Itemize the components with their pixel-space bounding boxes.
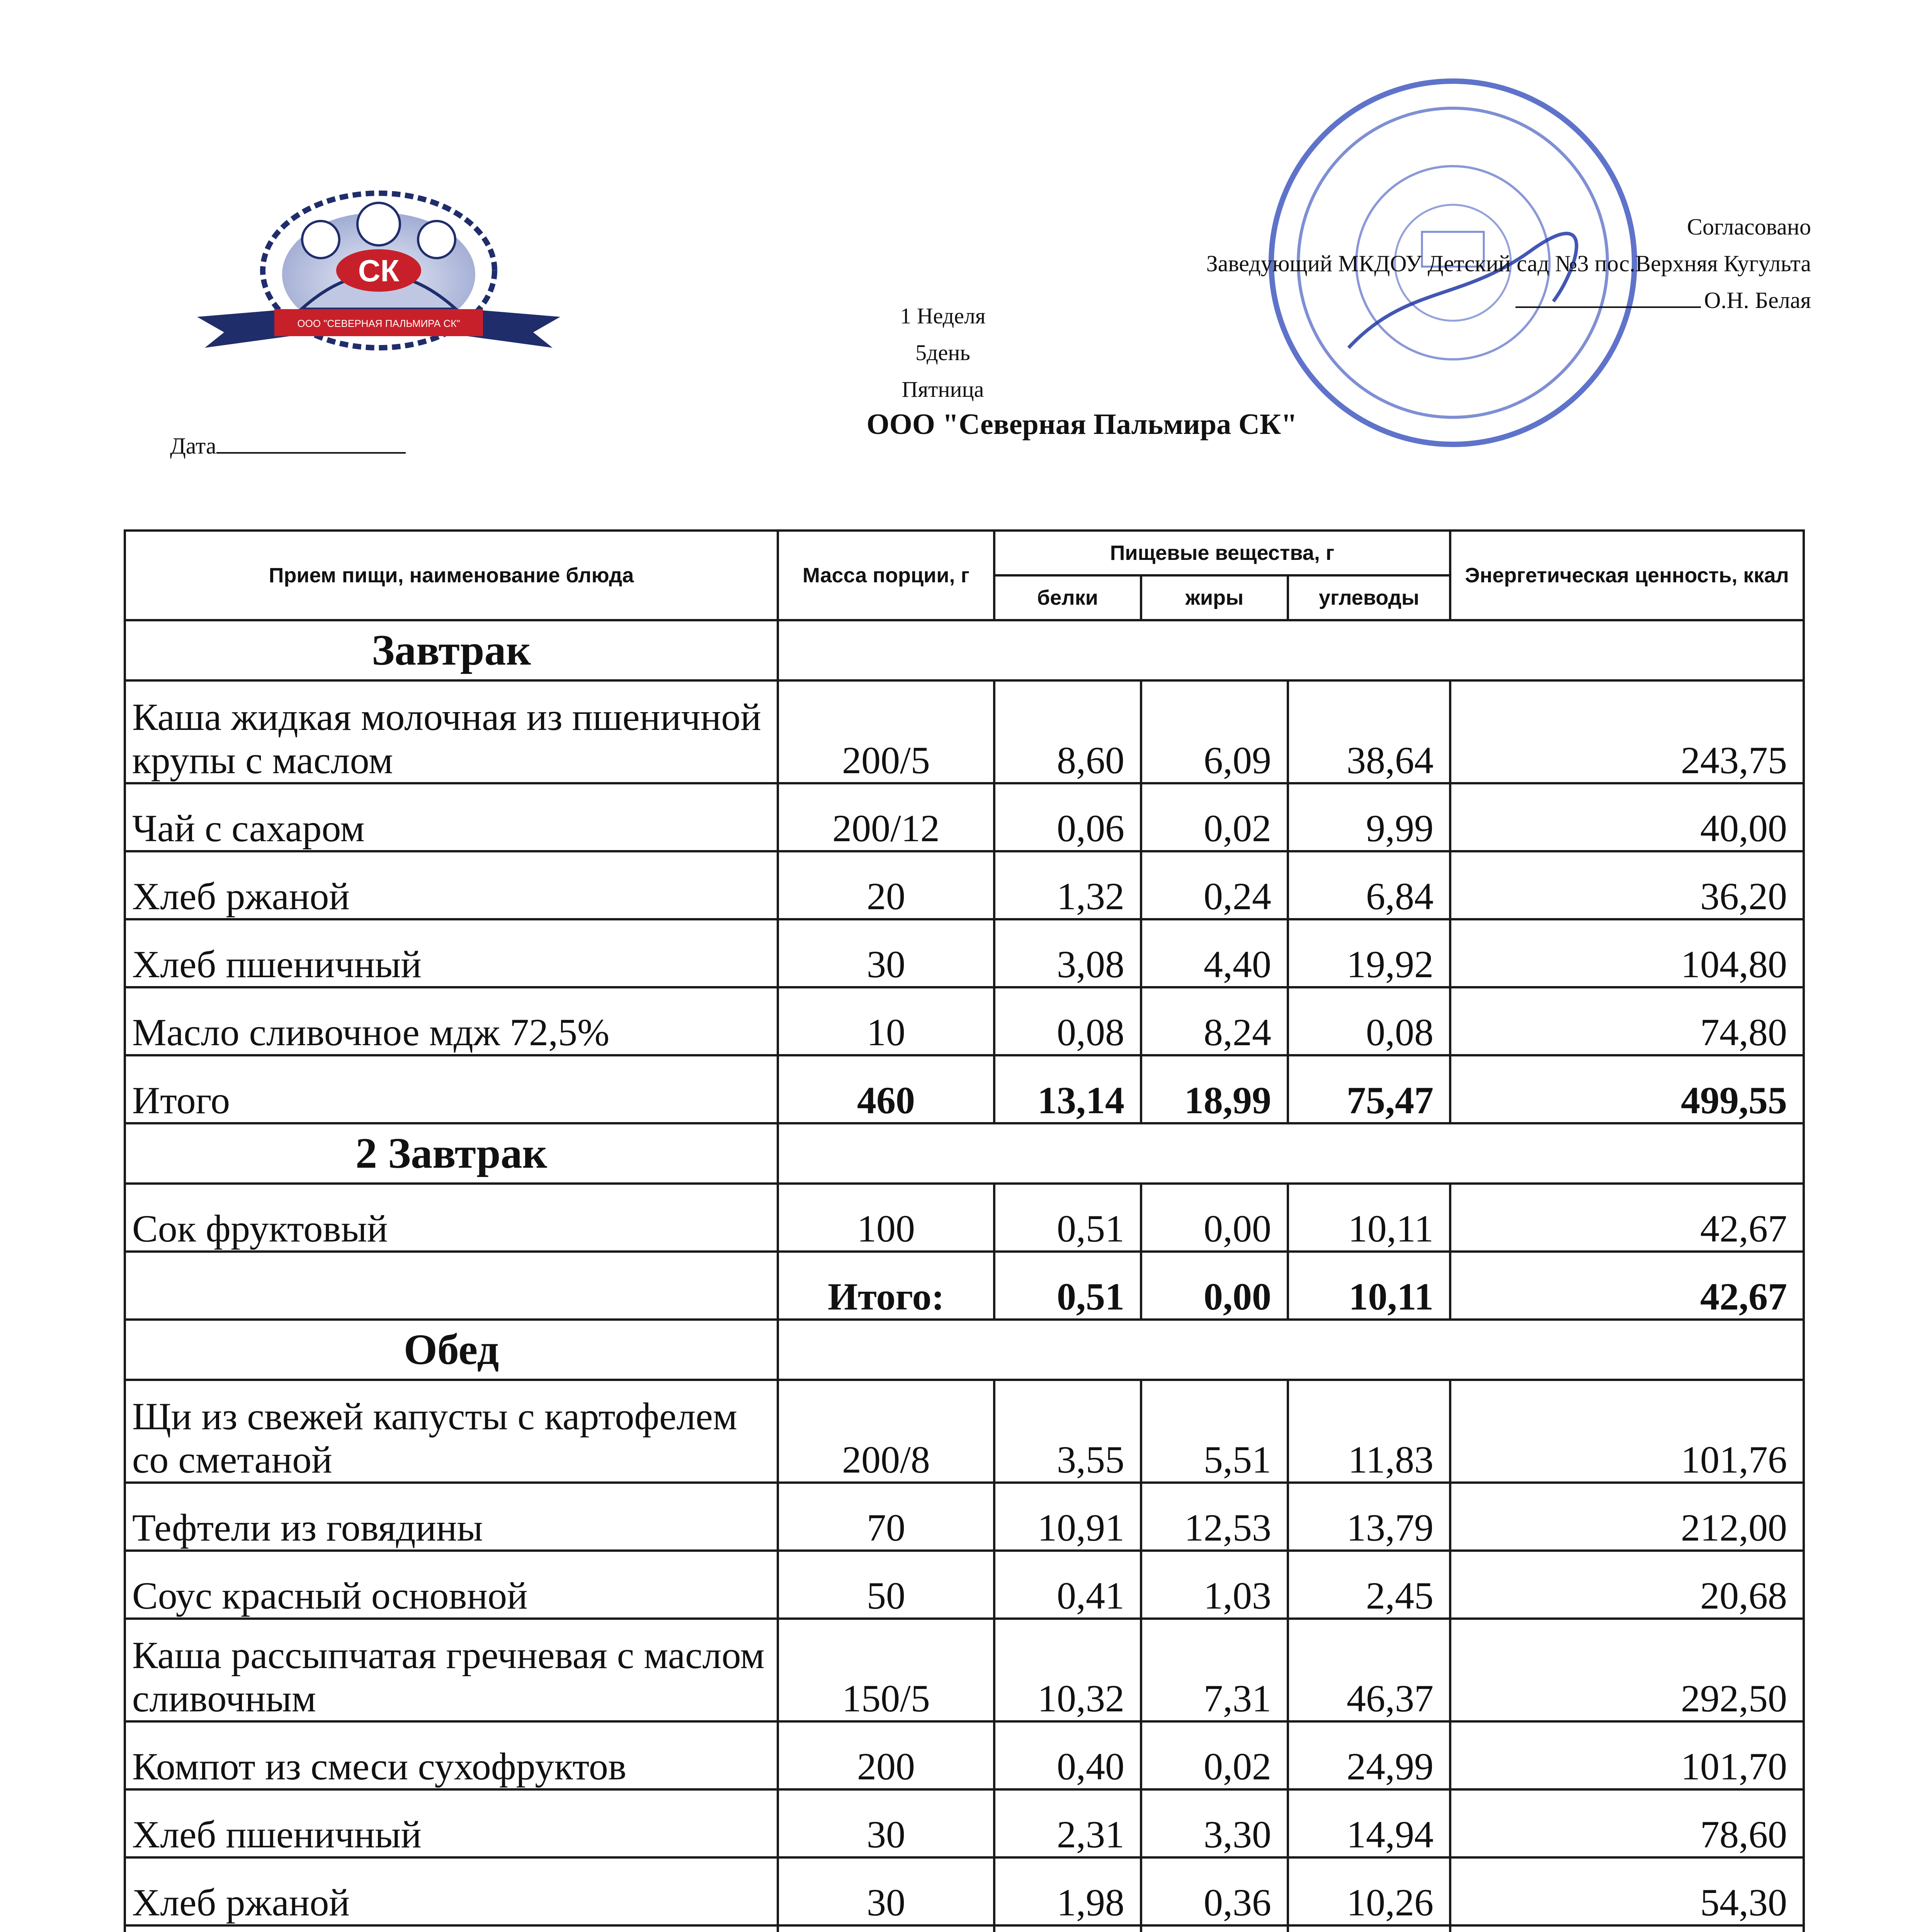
- section-total-row: [125, 1925, 1804, 1932]
- dish-name: Хлеб ржаной: [125, 851, 778, 919]
- weekday-label: Пятница: [901, 377, 984, 402]
- dish-fat: 6,09: [1141, 680, 1288, 783]
- dish-energy: 104,80: [1450, 919, 1804, 987]
- approval-name: О.Н. Белая: [1704, 287, 1811, 313]
- dish-energy: 101,76: [1450, 1380, 1804, 1483]
- approval-signature-line: [884, 282, 1811, 319]
- total-mass: Итого:: [778, 1252, 994, 1320]
- dish-energy: 243,75: [1450, 680, 1804, 783]
- dish-name: Хлеб пшеничный: [125, 1789, 778, 1857]
- col-fat-header: жиры: [1141, 575, 1288, 620]
- dish-fat: 0,36: [1141, 1857, 1288, 1925]
- dish-mass: 70: [778, 1483, 994, 1551]
- dish-carbs: 38,64: [1288, 680, 1450, 783]
- total-protein: 13,14: [994, 1055, 1141, 1123]
- table-row: [125, 1619, 1804, 1721]
- dish-carbs: 24,99: [1288, 1721, 1450, 1789]
- approval-block: [884, 209, 1811, 319]
- section-header-row: [125, 620, 1804, 680]
- dish-mass: 10: [778, 987, 994, 1055]
- dish-mass: 30: [778, 1857, 994, 1925]
- table-row: [125, 1721, 1804, 1789]
- total-fat: 18,99: [1141, 1055, 1288, 1123]
- logo-subtitle: ООО "СЕВЕРНАЯ ПАЛЬМИРА СК": [297, 318, 460, 329]
- dish-mass: 30: [778, 919, 994, 987]
- dish-energy: 36,20: [1450, 851, 1804, 919]
- dish-protein: 0,40: [994, 1721, 1141, 1789]
- table-row: [125, 783, 1804, 851]
- week-label: 1 Неделя: [900, 303, 986, 328]
- section-header-row: [125, 1123, 1804, 1184]
- section-title: 2 Завтрак: [125, 1123, 778, 1184]
- dish-protein: 0,08: [994, 987, 1141, 1055]
- dish-fat: 0,02: [1141, 783, 1288, 851]
- dish-fat: 3,30: [1141, 1789, 1288, 1857]
- col-energy-header: Энергетическая ценность, ккал: [1450, 531, 1804, 620]
- dish-mass: 30: [778, 1789, 994, 1857]
- total-label: [125, 1252, 778, 1320]
- total-fat: [1141, 1925, 1288, 1932]
- company-logo: [174, 182, 583, 383]
- dish-protein: 0,06: [994, 783, 1141, 851]
- col-dish-header: Прием пищи, наименование блюда: [125, 531, 778, 620]
- dish-fat: 4,40: [1141, 919, 1288, 987]
- table-row: [125, 1483, 1804, 1551]
- dish-energy: 101,70: [1450, 1721, 1804, 1789]
- dish-energy: 74,80: [1450, 987, 1804, 1055]
- dish-protein: 1,98: [994, 1857, 1141, 1925]
- table-row: [125, 1380, 1804, 1483]
- dish-fat: 7,31: [1141, 1619, 1288, 1721]
- total-energy: [1450, 1925, 1804, 1932]
- dish-fat: 0,00: [1141, 1184, 1288, 1252]
- dish-fat: 1,03: [1141, 1551, 1288, 1619]
- table-row: [125, 1857, 1804, 1925]
- table-row: [125, 919, 1804, 987]
- total-carbs: [1288, 1925, 1450, 1932]
- dish-energy: 292,50: [1450, 1619, 1804, 1721]
- dish-carbs: 14,94: [1288, 1789, 1450, 1857]
- col-nutrients-header: Пищевые вещества, г: [994, 531, 1450, 575]
- section-total-row: [125, 1055, 1804, 1123]
- dish-carbs: 2,45: [1288, 1551, 1450, 1619]
- total-energy: 42,67: [1450, 1252, 1804, 1320]
- dish-name: Хлеб ржаной: [125, 1857, 778, 1925]
- logo-text: СК: [358, 253, 400, 288]
- dish-fat: 5,51: [1141, 1380, 1288, 1483]
- dish-fat: 0,02: [1141, 1721, 1288, 1789]
- dish-name: Компот из смеси сухофруктов: [125, 1721, 778, 1789]
- dish-energy: 212,00: [1450, 1483, 1804, 1551]
- col-protein-header: белки: [994, 575, 1141, 620]
- dish-name: Сок фруктовый: [125, 1184, 778, 1252]
- table-row: [125, 851, 1804, 919]
- table-row: [125, 1184, 1804, 1252]
- dish-carbs: 10,11: [1288, 1184, 1450, 1252]
- col-carbs-header: углеводы: [1288, 575, 1450, 620]
- dish-name: Чай с сахаром: [125, 783, 778, 851]
- total-label: [125, 1925, 778, 1932]
- dish-energy: 54,30: [1450, 1857, 1804, 1925]
- dish-carbs: 9,99: [1288, 783, 1450, 851]
- section-header-row: [125, 1320, 1804, 1380]
- dish-protein: 1,32: [994, 851, 1141, 919]
- section-title: Обед: [125, 1320, 778, 1380]
- dish-protein: 10,32: [994, 1619, 1141, 1721]
- dish-energy: 42,67: [1450, 1184, 1804, 1252]
- dish-mass: 50: [778, 1551, 994, 1619]
- dish-carbs: 13,79: [1288, 1483, 1450, 1551]
- menu-table: [124, 529, 1805, 1932]
- dish-name: Щи из свежей капусты с картофелем со сметаной: [125, 1380, 778, 1483]
- approval-title: Согласовано: [1687, 214, 1811, 240]
- section-header-blank: [778, 1320, 1804, 1380]
- company-name: ООО "Северная Пальмира СК": [866, 408, 1298, 440]
- dish-fat: 8,24: [1141, 987, 1288, 1055]
- dish-mass: 200/5: [778, 680, 994, 783]
- dish-fat: 0,24: [1141, 851, 1288, 919]
- dish-protein: 8,60: [994, 680, 1141, 783]
- section-title: Завтрак: [125, 620, 778, 680]
- dish-protein: 0,41: [994, 1551, 1141, 1619]
- dish-energy: 40,00: [1450, 783, 1804, 851]
- menu-body: [125, 620, 1804, 1932]
- dish-name: Хлеб пшеничный: [125, 919, 778, 987]
- dish-protein: 2,31: [994, 1789, 1141, 1857]
- dish-mass: 200/12: [778, 783, 994, 851]
- dish-mass: 200: [778, 1721, 994, 1789]
- dish-protein: 10,91: [994, 1483, 1141, 1551]
- dish-energy: 78,60: [1450, 1789, 1804, 1857]
- dish-energy: 20,68: [1450, 1551, 1804, 1619]
- table-row: [125, 1789, 1804, 1857]
- total-fat: 0,00: [1141, 1252, 1288, 1320]
- total-mass: 460: [778, 1055, 994, 1123]
- dish-name: Каша жидкая молочная из пшеничной крупы с маслом: [125, 680, 778, 783]
- dish-name: Масло сливочное мдж 72,5%: [125, 987, 778, 1055]
- dish-protein: 3,55: [994, 1380, 1141, 1483]
- dish-name: Тефтели из говядины: [125, 1483, 778, 1551]
- total-protein: 0,51: [994, 1252, 1141, 1320]
- dish-mass: 200/8: [778, 1380, 994, 1483]
- dish-carbs: 19,92: [1288, 919, 1450, 987]
- total-mass: [778, 1925, 994, 1932]
- dish-carbs: 6,84: [1288, 851, 1450, 919]
- dish-name: Каша рассыпчатая гречневая с маслом сливочным: [125, 1619, 778, 1721]
- total-label: Итого: [125, 1055, 778, 1123]
- section-total-row: [125, 1252, 1804, 1320]
- section-header-blank: [778, 1123, 1804, 1184]
- table-row: [125, 680, 1804, 783]
- dish-carbs: 46,37: [1288, 1619, 1450, 1721]
- total-carbs: 75,47: [1288, 1055, 1450, 1123]
- dish-protein: 0,51: [994, 1184, 1141, 1252]
- dish-carbs: 0,08: [1288, 987, 1450, 1055]
- date-field: [170, 433, 406, 459]
- day-label: 5день: [915, 340, 970, 365]
- date-label: Дата: [170, 433, 216, 459]
- total-energy: 499,55: [1450, 1055, 1804, 1123]
- week-day-block: [881, 298, 1005, 408]
- dish-mass: 150/5: [778, 1619, 994, 1721]
- dish-name: Соус красный основной: [125, 1551, 778, 1619]
- dish-mass: 100: [778, 1184, 994, 1252]
- dish-carbs: 11,83: [1288, 1380, 1450, 1483]
- total-carbs: 10,11: [1288, 1252, 1450, 1320]
- table-row: [125, 987, 1804, 1055]
- dish-carbs: 10,26: [1288, 1857, 1450, 1925]
- total-protein: [994, 1925, 1141, 1932]
- approval-position: Заведующий МКДОУ Детский сад №3 пос.Верхняя Кугульта: [1206, 251, 1811, 276]
- section-header-blank: [778, 620, 1804, 680]
- dish-protein: 3,08: [994, 919, 1141, 987]
- table-row: [125, 1551, 1804, 1619]
- col-mass-header: Масса порции, г: [778, 531, 994, 620]
- dish-fat: 12,53: [1141, 1483, 1288, 1551]
- dish-mass: 20: [778, 851, 994, 919]
